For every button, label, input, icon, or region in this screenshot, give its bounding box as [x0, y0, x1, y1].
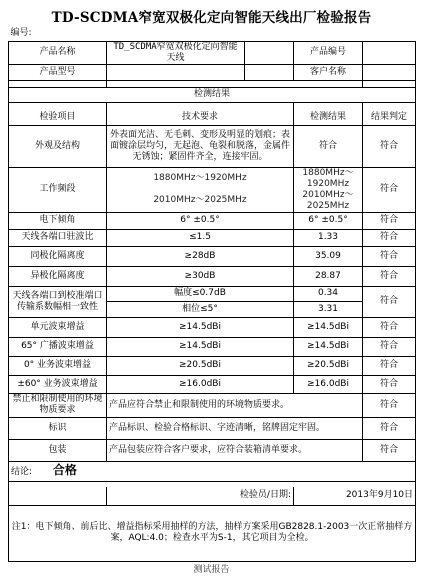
- row-requirement: ≥14.5dBi: [107, 317, 294, 337]
- row-judgement: 符合: [363, 417, 416, 439]
- bottom-caption: 测试报告: [193, 565, 230, 575]
- row-judgement: 符合: [363, 337, 416, 356]
- col-item: 检验项目: [9, 110, 107, 125]
- row-result: 35.09: [294, 246, 363, 266]
- product-model-value: [107, 64, 245, 80]
- row-judgement: 符合: [363, 375, 416, 393]
- row-judgement: 符合: [363, 266, 416, 286]
- row-requirement: 6° ±0.5°: [107, 212, 294, 229]
- row-requirement-b: 相位≤5°: [107, 301, 294, 317]
- row-judgement: 符合: [363, 246, 416, 266]
- row-requirement: ≥30dB: [107, 266, 294, 286]
- row-judgement: 符合: [363, 439, 416, 461]
- row-requirement-a: 幅度≤0.7dB: [107, 286, 294, 301]
- row-requirement: ≥16.0dBi: [107, 375, 294, 393]
- row-judgement: 符合: [363, 393, 416, 417]
- conclusion-label: 结论:: [11, 466, 33, 477]
- section-title: 检测结果: [9, 87, 416, 102]
- footnote: 注1：电下倾角、前后比、增益指标采用抽样的方法，抽样方案采用GB2828.1-2003一次正常抽样方案，AQL:4.0；检查水平为S-1，其它项目为全检。: [9, 505, 416, 561]
- product-name-label: 产品名称: [9, 41, 107, 64]
- row-judgement: 符合: [363, 286, 416, 317]
- row-result: 28.87: [294, 266, 363, 286]
- row-result: ≥16.0dBi: [294, 375, 363, 393]
- row-requirement-a: 1880MHz～1920MHz: [107, 167, 294, 190]
- product-name-value: TD_SCDMA窄宽双极化定向智能天线: [107, 41, 245, 64]
- row-requirement: ≥20.5dBi: [107, 356, 294, 375]
- conclusion: [9, 461, 416, 481]
- inspection-date: 2013年9月10日: [294, 487, 416, 505]
- report-title: TD-SCDMA窄宽双极化定向智能天线出厂检验报告: [51, 10, 372, 26]
- product-model-label: 产品型号: [9, 64, 107, 80]
- row-result-a: 0.34: [294, 286, 363, 301]
- product-no-label: 产品编号: [294, 41, 363, 64]
- row-requirement: ≥14.5dBi: [107, 337, 294, 356]
- row-result-a: 1880MHz～1920MHz: [294, 167, 363, 190]
- row-requirement: 产品标识、检验合格标识、字迹清晰，铭牌固定牢固。: [107, 417, 363, 439]
- row-judgement: 符合: [363, 317, 416, 337]
- row-requirement-b: 2010MHz～2025MHz: [107, 190, 294, 213]
- row-item: ±60° 业务波束增益: [9, 375, 107, 393]
- row-requirement: 产品应符合禁止和限制使用的环境物质要求。: [107, 393, 363, 417]
- row-item: 天线各端口驻波比: [9, 229, 107, 246]
- product-no-value: [363, 41, 416, 64]
- report-table: [8, 27, 416, 562]
- col-result: 检测结果: [294, 110, 363, 125]
- number-label: 编号:: [9, 27, 416, 41]
- row-item: 天线各端口到校准端口传输系数幅相一致性: [9, 286, 107, 317]
- row-item: 工作频段: [9, 167, 107, 212]
- row-item: 电下倾角: [9, 212, 107, 229]
- conclusion-value: 合格: [52, 462, 77, 477]
- row-requirement: 产品包装应符合客户要求，应符合装箱清单要求。: [107, 439, 363, 461]
- row-result-b: 2010MHz～2025MHz: [294, 190, 363, 213]
- row-item: 禁止和限制使用的环境物质要求: [9, 393, 107, 417]
- row-requirement: ≥28dB: [107, 246, 294, 266]
- row-judgement: 符合: [363, 167, 416, 212]
- row-item: 0° 业务波束增益: [9, 356, 107, 375]
- row-judgement: 符合: [363, 212, 416, 229]
- row-item: 包装: [9, 439, 107, 461]
- row-item: 标识: [9, 417, 107, 439]
- customer-label: 客户名称: [294, 64, 363, 80]
- row-judgement: 符合: [363, 229, 416, 246]
- row-result: 1.33: [294, 229, 363, 246]
- row-item: 单元波束增益: [9, 317, 107, 337]
- row-item: 异极化隔离度: [9, 266, 107, 286]
- row-item: 外观及结构: [9, 125, 107, 167]
- row-result: 6° ±0.5°: [294, 212, 363, 229]
- row-result: ≥14.5dBi: [294, 337, 363, 356]
- customer-value: [363, 64, 416, 80]
- row-result-b: 3.31: [294, 301, 363, 317]
- row-result: 符合: [294, 125, 363, 167]
- row-item: 65° 广播波束增益: [9, 337, 107, 356]
- row-result: ≥14.5dBi: [294, 317, 363, 337]
- row-judgement: 符合: [363, 356, 416, 375]
- col-requirement: 技术要求: [107, 110, 294, 125]
- row-requirement: 外表面光洁、无毛刺、变形及明显的划痕；表面镀涂层均匀，无起泡、龟裂和脱落，金属件无锈蚀；紧固件齐全，连接牢固。: [107, 125, 294, 167]
- row-judgement: 符合: [363, 125, 416, 167]
- row-result: ≥20.5dBi: [294, 356, 363, 375]
- inspector-label: 检验员/日期:: [239, 490, 291, 501]
- col-judgement: 结果判定: [363, 110, 416, 125]
- row-item: 同极化隔离度: [9, 246, 107, 266]
- row-requirement: ≤1.5: [107, 229, 294, 246]
